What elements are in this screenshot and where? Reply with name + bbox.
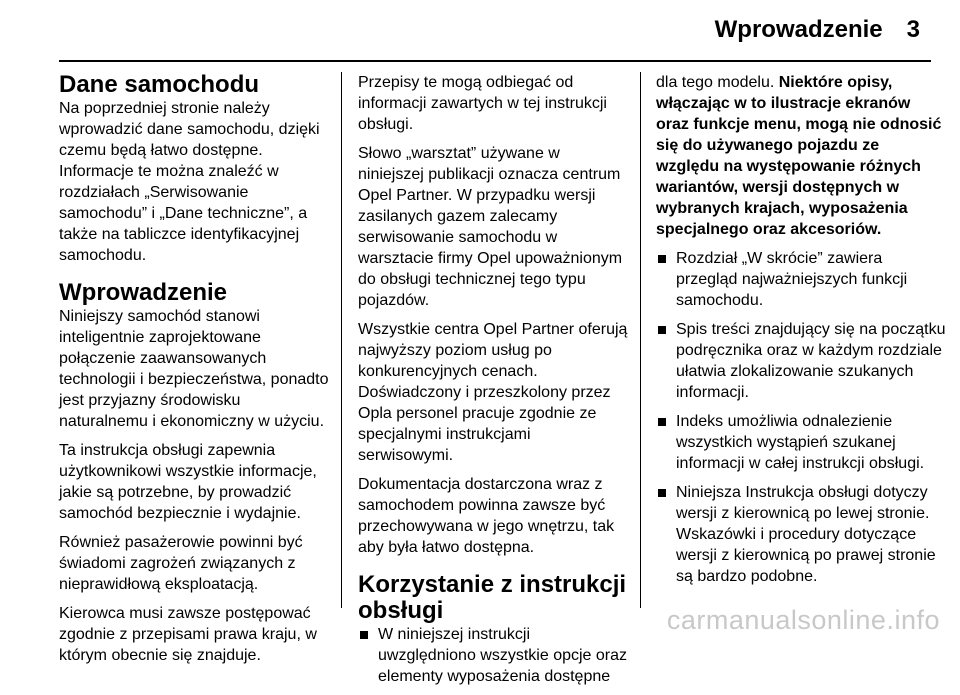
paragraph-intro-3: Również pasażerowie powinni być świadomi zagrożeń związanych z nieprawidłową eksploatacją.	[59, 534, 303, 593]
header-rule	[59, 60, 931, 62]
heading-korzystanie: Korzystanie z instrukcji obsługi	[358, 571, 627, 624]
bullet-square-icon	[360, 631, 368, 639]
bullet-list	[358, 624, 630, 687]
list-item-text: Indeks umożliwia odnalezienie wszystkich wystąpień szukanej informacji w całej instrukcji obsługi.	[676, 413, 925, 472]
page-number: 3	[906, 16, 920, 43]
continuation-text: dla tego modelu.	[656, 74, 779, 91]
heading-dane-samochodu: Dane samochodu	[59, 71, 260, 98]
paragraph-dane: Na poprzedniej stronie należy wprowadzić dane samochodu, dzięki czemu będą łatwo dostępne. Informacje te można znaleźć w rozdziałach „Serwisowanie samochodu” i „Dane techniczne”, a także na tabliczce identyfikacyjnej samochodu.	[59, 100, 320, 264]
list-item-text: Spis treści znajdujący się na początku podręcznika oraz w każdym rozdziale ułatwia zlokalizowanie szukanych informacji.	[676, 321, 946, 401]
paragraph-continuation	[656, 72, 946, 240]
page-header	[715, 14, 920, 46]
paragraph-intro-4: Kierowca musi zawsze postępować zgodnie z przepisami prawa kraju, w którym obecnie się znajduje.	[59, 605, 317, 664]
paragraph-warsztat: Słowo „warsztat” używane w niniejszej publikacji oznacza centrum Opel Partner. W przypadku wersji zasilanych gazem zalecamy serwisowanie samochodu w warsztacie firmy Opel upoważnionym do obsługi technicznej tego typu pojazdów.	[358, 145, 623, 309]
column-divider-1	[341, 72, 342, 608]
paragraph-przepisy: Przepisy te mogą odbiegać od informacji zawartych w tej instrukcji obsługi.	[358, 74, 607, 133]
list-item-text: Rozdział „W skrócie” zawiera przegląd najważniejszych funkcji samochodu.	[676, 250, 908, 309]
watermark: carmanualsonline.info	[666, 605, 940, 635]
header-title: Wprowadzenie	[714, 16, 883, 43]
column-1	[59, 72, 331, 674]
bullet-square-icon	[658, 489, 666, 497]
column-3	[656, 72, 946, 595]
bullet-square-icon	[658, 326, 666, 334]
continuation-bold-text: Niektóre opisy, włączając w to ilustracje ekranów oraz funkcje menu, mogą nie odnosić się do używanego pojazdu ze względu na występowanie różnych wariantów, wersji dostępnych w wybranych krajach, wyposażenia specjalnego oraz akcesoriów.	[656, 74, 942, 238]
list-item	[358, 624, 630, 687]
column-2	[358, 72, 630, 695]
list-item-text: W niniejszej instrukcji uwzględniono wszystkie opcje oraz elementy wyposażenia dostępne	[378, 626, 628, 685]
list-item	[656, 248, 946, 311]
list-item	[656, 482, 946, 587]
paragraph-dokumentacja: Dokumentacja dostarczona wraz z samochodem powinna zawsze być przechowywana w jego wnętrzu, tak aby była łatwo dostępna.	[358, 476, 615, 556]
paragraph-centra: Wszystkie centra Opel Partner oferują najwyższy poziom usług po konkurencyjnych cenach. Doświadczony i przeszkolony przez Opla personel pracuje zgodnie ze specjalnymi instrukcjami serwisowymi.	[358, 321, 628, 464]
paragraph-intro-1: Niniejszy samochód stanowi inteligentnie zaprojektowane połączenie zaawansowanych technologii i bezpieczeństwa, ponadto jest przyjazny środowisku naturalnemu i ekonomiczny w użyciu.	[59, 308, 329, 430]
paragraph-intro-2: Ta instrukcja obsługi zapewnia użytkownikowi wszystkie informacje, jakie są potrzebne, by prowadzić samochód bezpiecznie i wydajnie.	[59, 442, 317, 522]
heading-wprowadzenie: Wprowadzenie	[59, 279, 228, 306]
bullet-square-icon	[658, 418, 666, 426]
list-item-text: Niniejsza Instrukcja obsługi dotyczy wersji z kierownicą po lewej stronie. Wskazówki i procedury dotyczące wersji z kierownicą po prawej stronie są bardzo podobne.	[676, 484, 936, 585]
list-item	[656, 411, 946, 474]
list-item	[656, 319, 946, 403]
bullet-list	[656, 248, 946, 587]
column-divider-2	[640, 72, 641, 608]
bullet-square-icon	[658, 255, 666, 263]
